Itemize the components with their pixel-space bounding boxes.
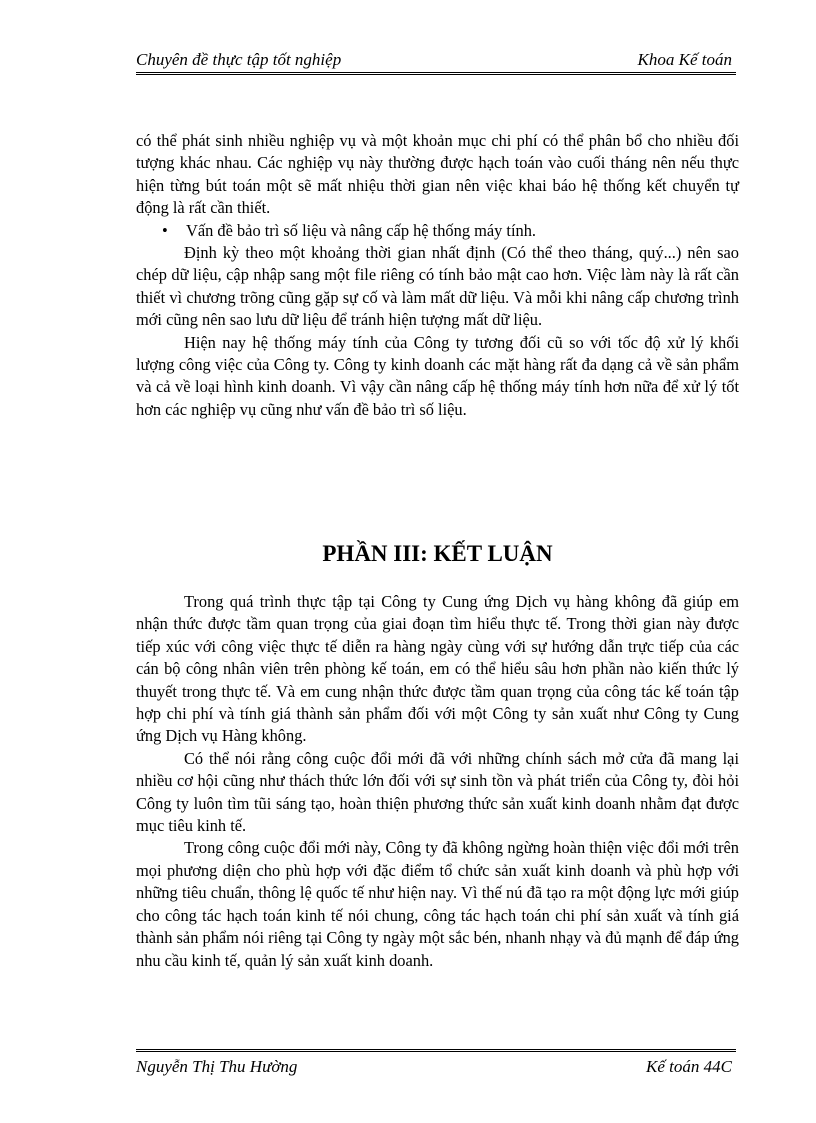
bullet-item	[136, 220, 739, 242]
paragraph-improvement: Trong công cuộc đổi mới này, Công ty đã không ngừng hoàn thiện việc đổi mới trên mọi phương diện cho phù hợp với đặc điểm tổ chức sản xuất kinh doanh và phù hợp với những tiêu chuẩn, thông lệ quốc tế như hiện nay. Vì thế nú đã tạo ra một động lực mới giúp cho công tác hạch toán kinh tế nói chung, công tác hạch toán chi phí sản xuất và tính giá thành sản phẩm nói riêng tại Công ty ngày một sắc bén, nhanh nhạy và đủ mạnh để đáp ứng nhu cầu kinh tế, quản lý sản xuất kinh doanh.	[136, 838, 739, 970]
footer-class: Kế toán 44C	[646, 1057, 732, 1076]
body-section-1	[136, 130, 739, 421]
paragraph-internship: Trong quá trình thực tập tại Công ty Cung ứng Dịch vụ hàng không đã giúp em nhận thức được tầm quan trọng của giai đoạn tìm hiểu thực tế. Trong thời gian này được tiếp xúc với công việc thực tế diễn ra hàng ngày cùng với sự hướng dẫn trực tiếp của các cán bộ công nhân viên trên phòng kế toán, em có thể hiểu sâu hơn phần nào kiến thức lý thuyết trong thực tế. Và em cung nhận thức được tầm quan trọng của công tác kế toán tập hợp chi phí và tính giá thành sản phẩm đối với một Công ty sản xuất như Công ty Cung ứng Dịch vụ Hàng không.	[136, 592, 739, 746]
bullet-icon: •	[162, 220, 168, 240]
paragraph-reform: Có thể nói rằng công cuộc đổi mới đã với những chính sách mở cửa đã mang lại nhiều cơ hội cũng như thách thức lớn đối với sự sinh tồn và phát triển của Công ty, đòi hỏi Công ty luôn tìm tũi sáng tạo, hoàn thiện phương thức sản xuất kinh doanh nhằm đạt được mục tiêu kinh tế.	[136, 748, 739, 836]
page-footer	[136, 1049, 736, 1074]
header-title: Chuyên đề thực tập tốt nghiệp	[136, 50, 342, 69]
page-header	[136, 48, 736, 75]
body-section-2	[136, 591, 739, 972]
paragraph-system: Hiện nay hệ thống máy tính của Công ty tương đối cũ so với tốc độ xử lý khối lượng công việc của Công ty. Công ty kinh doanh các mặt hàng rất đa dạng cả về sản phẩm và cả về loại hình kinh doanh. Vì vậy cần nâng cấp hệ thống máy tính hơn nữa để xử lý tốt hơn các nghiệp vụ cũng như vấn đề bảo trì số liệu.	[136, 332, 739, 419]
paragraph-continued: có thể phát sinh nhiều nghiệp vụ và một khoản mục chi phí có thể phân bổ cho nhiều đối tượng khác nhau. Các nghiệp vụ này thường được hạch toán vào cuối tháng nên nếu thực hiện từng bút toán một sẽ mất nhiệu thời gian nên việc khai báo hệ thống kết chuyển tự động là rất cần thiết.	[136, 131, 739, 218]
section-heading: PHẦN III: KẾT LUẬN	[322, 541, 553, 566]
bullet-text: Vấn đề bảo trì số liệu và nâng cấp hệ thống máy tính.	[186, 220, 537, 240]
paragraph-backup: Định kỳ theo một khoảng thời gian nhất định (Có thể theo tháng, quý...) nên sao chép dữ liệu, cập nhập sang một file riêng có tính bảo mật cao hơn. Việc làm này là rất cần thiết vì chương trõng cũng gặp sự cố và làm mất dữ liệu. Và mỗi khi nâng cấp chương trình mới cũng nên sao lưu dữ liệu để tránh hiện tượng mất dữ liệu.	[136, 243, 739, 330]
header-department: Khoa Kế toán	[637, 50, 732, 69]
footer-author: Nguyễn Thị Thu Hường	[136, 1057, 298, 1076]
